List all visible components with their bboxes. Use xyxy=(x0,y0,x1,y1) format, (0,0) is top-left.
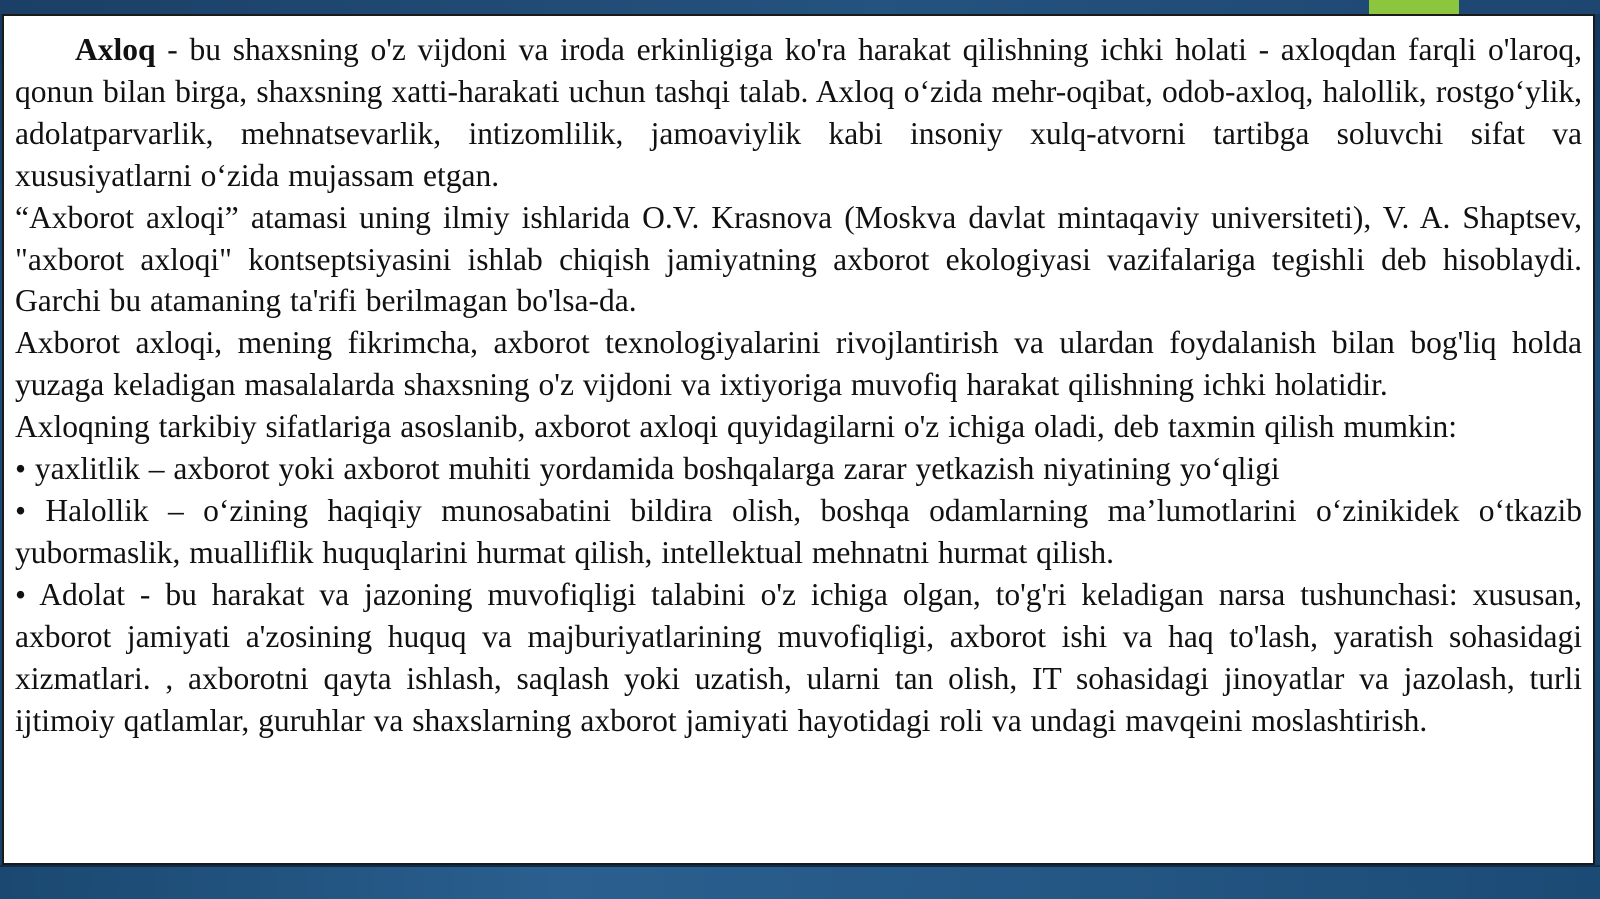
bullet-yaxlitlik: • yaxlitlik – axborot yoki axborot muhiti yordamida boshqalarga zarar yetkazish niyatining yoʻqligi xyxy=(15,451,1280,487)
slide-text-box xyxy=(2,14,1595,865)
bullet-halollik: • Halollik – oʻzining haqiqiy munosabatini bildira olish, boshqa odamlarning maʼlumotlarini oʻzinikidek oʻtkazib yubormaslik, mualliflik huquqlarini hurmat qilish, intellektual mehnatni hurmat qilish. xyxy=(15,492,1582,570)
slide-accent-tab xyxy=(1369,0,1459,14)
paragraph-axborot-axloqi-term: “Axborot axloqi” atamasi uning ilmiy ishlarida O.V. Krasnova (Moskva davlat mintaqaviy universiteti), V. A. Shaptsev, "axborot axloqi" kontseptsiyasini ishlab chiqish jamiyatning axborot ekologiyasi vazifalariga tegishli deb hisoblaydi. Garchi bu atamaning ta'rifi berilmagan bo'lsa-da. xyxy=(15,199,1582,319)
term-axloq: Axloq xyxy=(75,32,156,67)
paragraph-definition xyxy=(15,29,1582,197)
definition-text: - bu shaxsning o'z vijdoni va iroda erkinligiga ko'ra harakat qilishning ichki holati - axloqdan farqli o'laroq, qonun bilan birga, shaxsning xatti-harakati uchun tashqi talab. Axloq oʻzida mehr-oqibat, odob-axloq, halollik, rostgoʻylik, adolatparvarlik, mehnatsevarlik, intizomlilik, jamoaviylik kabi insoniy xulq-atvorni tartibga soluvchi sifat va xususiyatlarni oʻzida mujassam etgan. xyxy=(15,32,1582,193)
bullet-adolat: • Adolat - bu harakat va jazoning muvofiqligi talabini o'z ichiga olgan, to'g'ri keladigan narsa tushunchasi: xususan, axborot jamiyati a'zosining huquq va majburiyatlarining muvofiqligi, axborot ishi va haq to'lash, yaratish sohasidagi xizmatlari. , axborotni qayta ishlash, saqlash yoki uzatish, ularni tan olish, IT sohasidagi jinoyatlar va jazolash, turli ijtimoiy qatlamlar, guruhlar va shaxslarning axborot jamiyati hayotidagi roli va undagi mavqeini moslashtirish. xyxy=(15,576,1582,738)
paragraph-author-opinion: Axborot axloqi, mening fikrimcha, axborot texnologiyalarini rivojlantirish va ulardan foydalanish bilan bog'liq holda yuzaga keladigan masalalarda shaxsning o'z vijdoni va ixtiyoriga muvofiq harakat qilishning ichki holatidir. xyxy=(15,325,1582,403)
paragraph-components-intro: Axloqning tarkibiy sifatlariga asoslanib, axborot axloqi quyidagilarni o'z ichiga oladi, deb taxmin qilish mumkin: xyxy=(15,409,1458,445)
slide-top-bar xyxy=(0,0,1600,14)
slide-bottom-band xyxy=(0,865,1600,899)
